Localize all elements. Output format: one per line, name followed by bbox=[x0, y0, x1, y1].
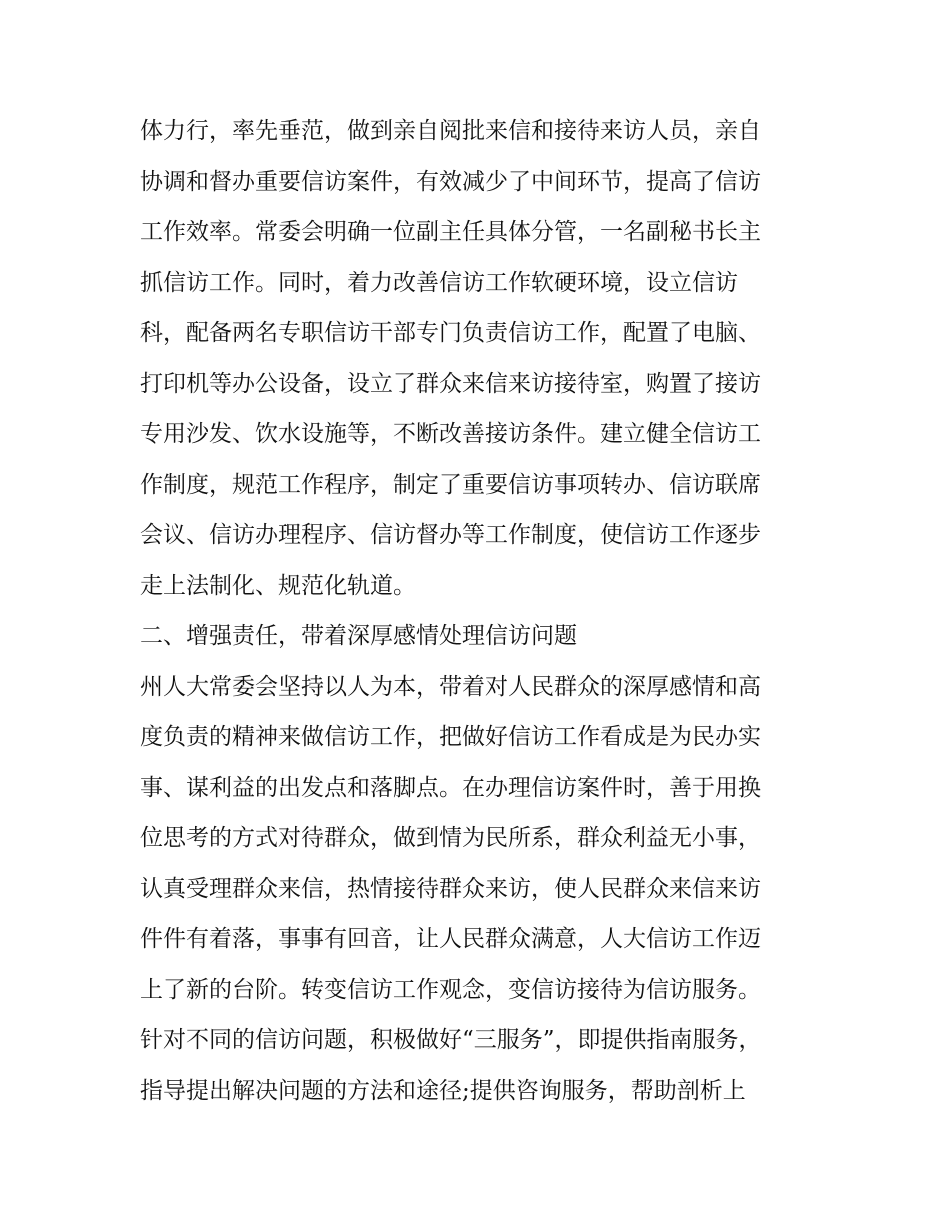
text-line: 抓信访工作。同时，着力改善信访工作软硬环境，设立信访 bbox=[140, 269, 738, 296]
text-line: 件件有着落，事事有回音，让人民群众满意，人大信访工作迈 bbox=[140, 926, 761, 952]
text-line: 州人大常委会坚持以人为本，带着对人民群众的深厚感情和高 bbox=[140, 673, 761, 700]
text-line: 会议、信访办理程序、信访督办等工作制度，使信访工作逐步 bbox=[140, 522, 761, 548]
text-line: 科，配备两名专职信访干部专门负责信访工作，配置了电脑、 bbox=[140, 320, 761, 346]
text-line: 指导提出解决问题的方法和途径;提供咨询服务，帮助剖析上 bbox=[140, 1077, 746, 1104]
text-line: 认真受理群众来信，热情接待群众来访，使人民群众来信来访 bbox=[140, 875, 761, 902]
text-line: 体力行，率先垂范，做到亲自阅批来信和接待来访人员，亲自 bbox=[140, 118, 761, 144]
text-line: 度负责的精神来做信访工作，把做好信访工作看成是为民办实 bbox=[140, 724, 761, 750]
text-line: 走上法制化、规范化轨道。 bbox=[140, 572, 416, 599]
text-line: 上了新的台阶。转变信访工作观念，变信访接待为信访服务。 bbox=[140, 976, 761, 1003]
text-line: 作制度，规范工作程序，制定了重要信访事项转办、信访联席 bbox=[140, 471, 761, 498]
section-heading: 二、增强责任，带着深厚感情处理信访问题 bbox=[140, 623, 577, 649]
text-line: 专用沙发、饮水设施等，不断改善接访条件。建立健全信访工 bbox=[140, 421, 761, 447]
text-line: 工作效率。常委会明确一位副主任具体分管，一名副秘书长主 bbox=[140, 219, 761, 245]
text-line: 协调和督办重要信访案件，有效减少了中间环节，提高了信访 bbox=[140, 168, 761, 195]
text-line: 位思考的方式对待群众，做到情为民所系，群众利益无小事， bbox=[140, 825, 761, 851]
text-line: 打印机等办公设备，设立了群众来信来访接待室，购置了接访 bbox=[140, 370, 761, 397]
text-line: 针对不同的信访问题，积极做好“三服务”，即提供指南服务， bbox=[140, 1027, 762, 1053]
document-body bbox=[140, 106, 830, 1116]
text-line: 事、谋利益的出发点和落脚点。在办理信访案件时，善于用换 bbox=[140, 774, 761, 801]
